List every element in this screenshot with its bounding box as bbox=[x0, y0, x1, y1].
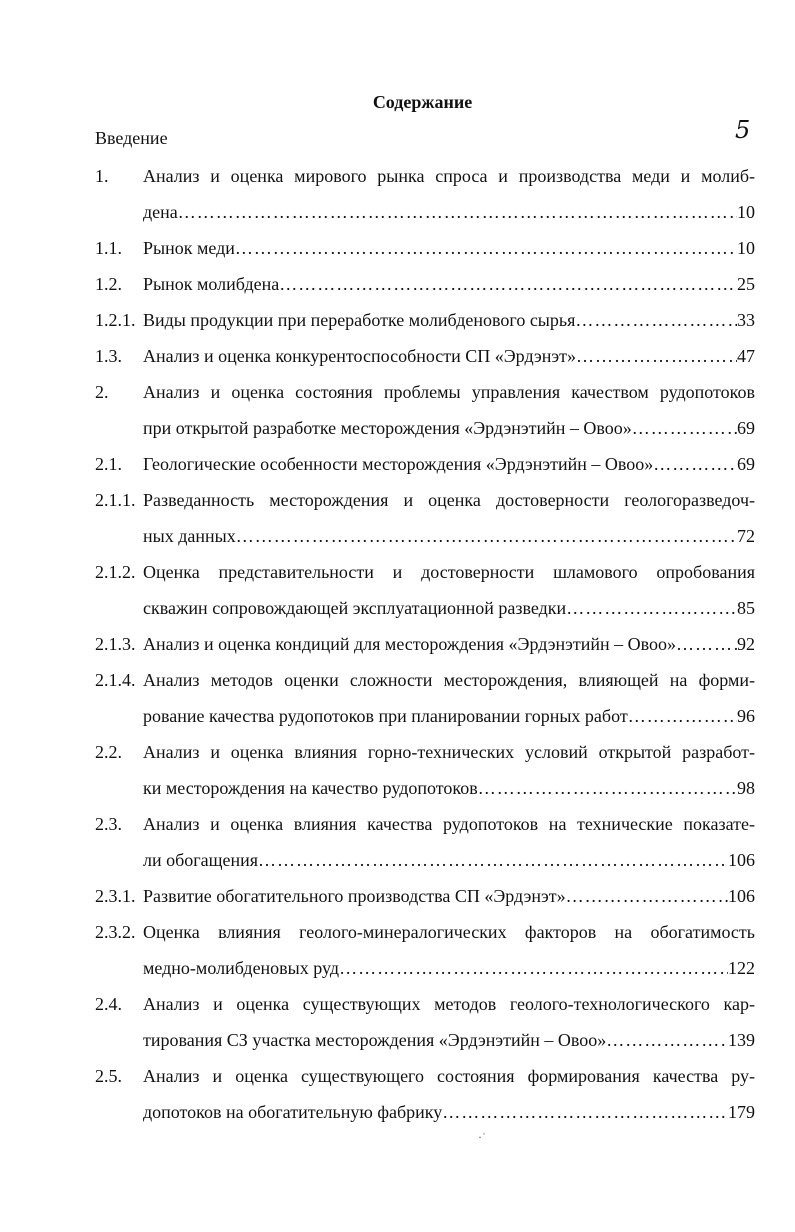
toc-entry bbox=[95, 1066, 755, 1138]
dot-leader bbox=[236, 526, 737, 547]
toc-entry-text: Анализ и оценка конкурентоспособности СП «Эрдэнэт» bbox=[143, 346, 577, 366]
dot-leader bbox=[628, 706, 737, 727]
toc-entry-text: допотоков на обогатительную фабрику bbox=[143, 1102, 443, 1122]
toc-entry-last-line bbox=[143, 202, 755, 223]
toc-entry-text: Рынок меди bbox=[143, 238, 235, 258]
dot-leader bbox=[676, 634, 737, 655]
toc-entry-number: 1.2.1. bbox=[95, 310, 136, 330]
toc-entry-last-line bbox=[143, 598, 755, 619]
toc-entry-text: Анализ и оценка мирового рынка спроса и производства меди и молиб- bbox=[143, 166, 755, 186]
toc-entry-page: 25 bbox=[737, 274, 755, 294]
toc-entry-text: Анализ и оценка влияния качества рудопотоков на технические показате- bbox=[143, 814, 755, 834]
toc-entry-text: Анализ методов оценки сложности месторождения, влияющей на форми- bbox=[143, 670, 755, 690]
toc-entry-page: 10 bbox=[737, 202, 755, 222]
toc-entry-number: 2.1.3. bbox=[95, 634, 136, 654]
toc-entry-number: 2.3.2. bbox=[95, 922, 136, 942]
toc-entry bbox=[95, 670, 755, 742]
dot-leader bbox=[653, 454, 737, 475]
intro-page-number: 5 bbox=[735, 116, 751, 144]
toc-entry-text: медно-молибденовых руд bbox=[143, 958, 340, 978]
toc-entry-page: 179 bbox=[728, 1102, 755, 1122]
toc-entry-last-line bbox=[143, 454, 755, 475]
toc-entry-page: 92 bbox=[737, 634, 755, 654]
toc-entry bbox=[95, 274, 755, 310]
toc-entry-text: Разведанность месторождения и оценка достоверности геологоразведоч- bbox=[143, 490, 755, 510]
toc-entry-last-line bbox=[143, 346, 755, 367]
toc-entry bbox=[95, 346, 755, 382]
toc-entry-text: Геологические особенности месторождения «Эрдэнэтийн – Овоо» bbox=[143, 454, 654, 474]
toc-entry-text: скважин сопровождающей эксплуатационной разведки bbox=[143, 598, 567, 618]
toc-entry-text: рование качества рудопотоков при планировании горных работ bbox=[143, 706, 628, 726]
toc-entry-text: Анализ и оценка влияния горно-технических условий открытой разработ- bbox=[143, 742, 755, 762]
toc-entry-text: ных данных bbox=[143, 526, 236, 546]
toc-entry-text: Анализ и оценка кондиций для месторождения «Эрдэнэтийн – Овоо» bbox=[143, 634, 677, 654]
toc-entry bbox=[95, 994, 755, 1066]
toc-entry bbox=[95, 490, 755, 562]
dot-leader bbox=[566, 598, 737, 619]
toc-entry-text: Анализ и оценка состояния проблемы управления качеством рудопотоков bbox=[143, 382, 755, 402]
toc-entry bbox=[95, 742, 755, 814]
dot-leader bbox=[442, 1102, 728, 1123]
toc-entry-last-line bbox=[143, 274, 755, 295]
dot-leader bbox=[478, 778, 737, 799]
dot-leader bbox=[576, 346, 737, 367]
toc-entry-number: 2.2. bbox=[95, 742, 122, 762]
toc-entry-page: 72 bbox=[737, 526, 755, 546]
toc-entry-last-line bbox=[143, 310, 755, 331]
toc-entry bbox=[95, 562, 755, 634]
toc-entry-number: 1. bbox=[95, 166, 109, 186]
dot-leader bbox=[566, 886, 728, 907]
toc-entry-text: ли обогащения bbox=[143, 850, 259, 870]
toc-entry-text: Анализ и оценка существующих методов геолого-технологического кар- bbox=[143, 994, 755, 1014]
toc-entry-number: 1.2. bbox=[95, 274, 122, 294]
toc-entry-last-line bbox=[143, 850, 755, 871]
toc-entry bbox=[95, 382, 755, 454]
toc-entry-last-line bbox=[143, 886, 755, 907]
toc-entry bbox=[95, 634, 755, 670]
toc-entry-page: 85 bbox=[737, 598, 755, 618]
toc-entry-page: 106 bbox=[728, 850, 755, 870]
toc-entry-number: 1.1. bbox=[95, 238, 122, 258]
toc-entry-number: 2.1. bbox=[95, 454, 122, 474]
toc-entry-last-line bbox=[143, 634, 755, 655]
toc-entry-text: тирования СЗ участка месторождения «Эрдэнэтийн – Овоо» bbox=[143, 1030, 607, 1050]
toc-entry-text: при открытой разработке месторождения «Эрдэнэтийн – Овоо» bbox=[143, 418, 632, 438]
toc-entry-number: 2.5. bbox=[95, 1066, 122, 1086]
dot-leader bbox=[235, 238, 737, 259]
toc-entry-number: 2.4. bbox=[95, 994, 122, 1014]
toc-entry-page: 98 bbox=[737, 778, 755, 798]
dot-leader bbox=[632, 418, 737, 439]
toc-entry-page: 69 bbox=[737, 418, 755, 438]
toc-entry-page: 33 bbox=[737, 310, 755, 330]
dot-leader bbox=[575, 310, 737, 331]
toc-entry-number: 1.3. bbox=[95, 346, 122, 366]
dot-leader bbox=[606, 1030, 728, 1051]
toc-entry-last-line bbox=[143, 958, 755, 979]
toc-entry-text: Рынок молибдена bbox=[143, 274, 280, 294]
toc-entry-page: 69 bbox=[737, 454, 755, 474]
scan-speck: ·˙ bbox=[478, 1130, 486, 1144]
toc-entry-text: Оценка влияния геолого-минералогических факторов на обогатимость bbox=[143, 922, 755, 942]
toc-entry-page: 47 bbox=[737, 346, 755, 366]
toc-entry-page: 139 bbox=[728, 1030, 755, 1050]
toc-entry bbox=[95, 922, 755, 994]
toc-title: Содержание bbox=[372, 92, 473, 112]
toc-entry-last-line bbox=[143, 706, 755, 727]
toc-entry-number: 2.1.1. bbox=[95, 490, 136, 510]
toc-entry-last-line bbox=[143, 418, 755, 439]
toc-entry-last-line bbox=[143, 778, 755, 799]
toc-entry-text: Анализ и оценка существующего состояния формирования качества ру- bbox=[143, 1066, 755, 1086]
toc-entry-page: 10 bbox=[737, 238, 755, 258]
toc-entry-text: ки месторождения на качество рудопотоков bbox=[143, 778, 478, 798]
toc-entry-page: 122 bbox=[728, 958, 755, 978]
toc-entry-text: Развитие обогатительного производства СП «Эрдэнэт» bbox=[143, 886, 566, 906]
toc-entry-number: 2. bbox=[95, 382, 109, 402]
toc-entry-text: дена bbox=[143, 202, 178, 222]
toc-entry-number: 2.1.2. bbox=[95, 562, 136, 582]
intro-entry: Введение bbox=[95, 128, 168, 148]
toc-entry-number: 2.3. bbox=[95, 814, 122, 834]
toc-entry-number: 2.1.4. bbox=[95, 670, 136, 690]
dot-leader bbox=[339, 958, 728, 979]
toc-entry-page: 96 bbox=[737, 706, 755, 726]
toc-entry-number: 2.3.1. bbox=[95, 886, 136, 906]
toc-entry bbox=[95, 454, 755, 490]
toc-entry-last-line bbox=[143, 238, 755, 259]
toc-entry bbox=[95, 238, 755, 274]
toc-entry-last-line bbox=[143, 526, 755, 547]
toc-entry bbox=[95, 310, 755, 346]
toc-entry-text: Виды продукции при переработке молибденового сырья bbox=[143, 310, 576, 330]
dot-leader bbox=[258, 850, 728, 871]
toc-entry bbox=[95, 886, 755, 922]
toc-entry-last-line bbox=[143, 1102, 755, 1123]
toc-entry bbox=[95, 166, 755, 238]
toc-entry-last-line bbox=[143, 1030, 755, 1051]
dot-leader bbox=[279, 274, 737, 295]
toc-entry-text: Оценка представительности и достоверности шламового опробования bbox=[143, 562, 755, 582]
dot-leader bbox=[178, 202, 737, 223]
toc-entry bbox=[95, 814, 755, 886]
toc-entry-page: 106 bbox=[728, 886, 755, 906]
